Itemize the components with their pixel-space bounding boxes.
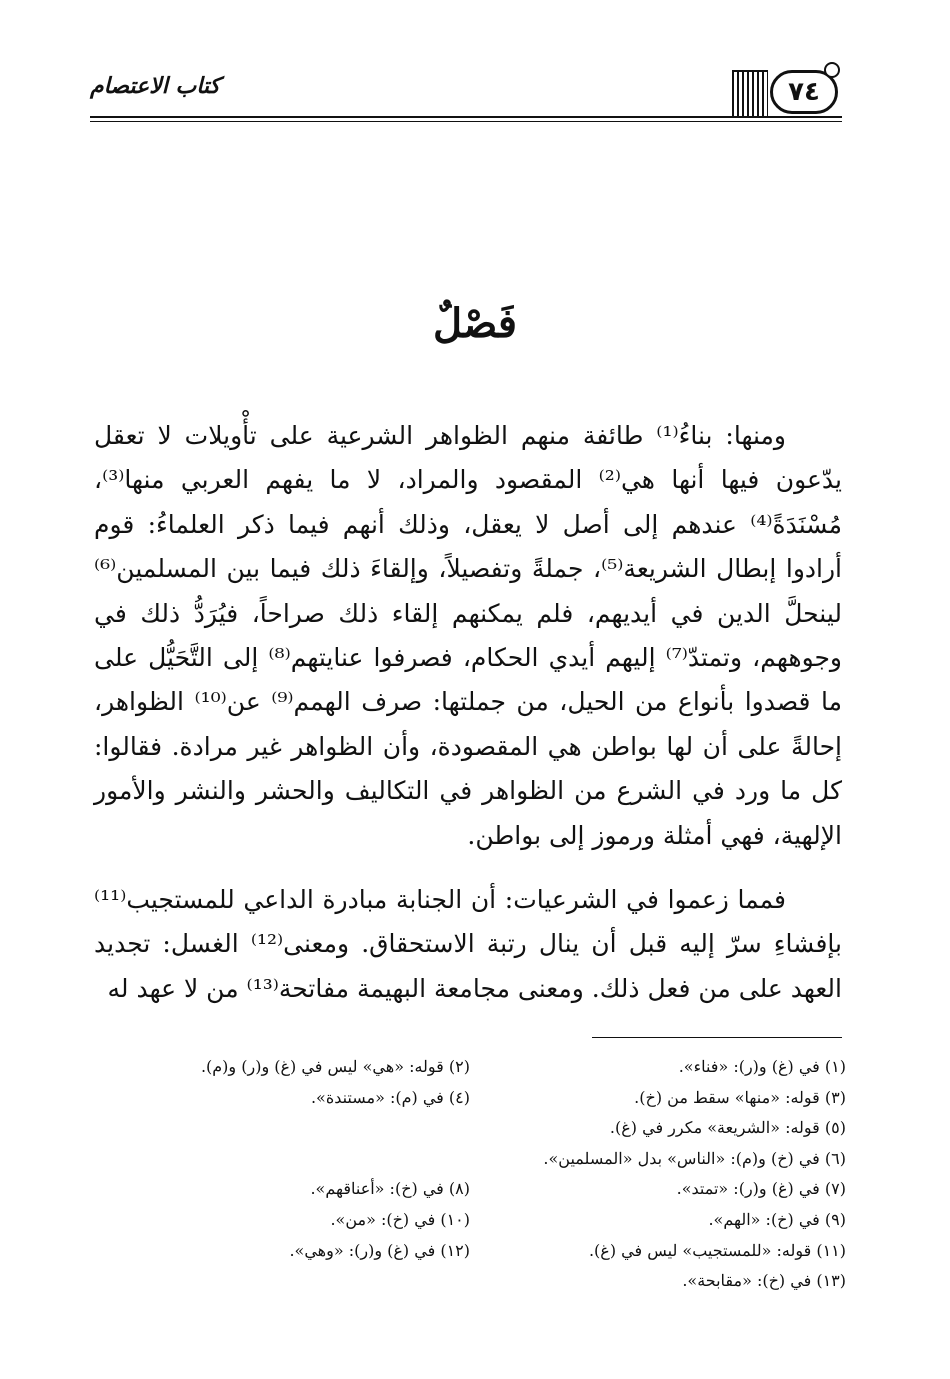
footnote-5: (٥) قوله: «الشريعة» مكرر في (غ). xyxy=(609,1118,846,1138)
paragraph-2: فمما زعموا في الشرعيات: أن الجنابة مبادرة الداعي للمستجيب⁽¹¹⁾ بإفشاءِ سرّ إليه قبل أن ينال رتبة الاستحقاق. ومعنى⁽¹²⁾ الغسل: تجديد العهد على من فعل ذلك. ومعنى مجامعة البهيمة مفاتحة⁽¹³⁾ من لا عهد له xyxy=(94,885,842,1003)
header-ornament-bars xyxy=(732,70,768,118)
header-ornament-ring xyxy=(824,62,840,78)
header-rule-thin xyxy=(90,121,842,122)
footnote-row xyxy=(94,1083,846,1114)
footnote-12: (١٢) في (غ) و(ر): «وهي». xyxy=(289,1240,470,1260)
footnote-row xyxy=(94,1144,846,1175)
footnote-11: (١١) قوله: «للمستجيب» ليس في (غ). xyxy=(588,1240,846,1260)
footnote-row xyxy=(94,1266,846,1297)
page-number: ٧٤ xyxy=(788,77,820,107)
footnote-13: (١٣) في (خ): «مقابحة». xyxy=(682,1271,846,1291)
footnote-row xyxy=(94,1113,846,1144)
footnote-row xyxy=(94,1052,846,1083)
footnote-10: (١٠) في (خ): «من». xyxy=(330,1209,470,1229)
footnote-2: (٢) قوله: «هي» ليس في (غ) و(ر) و(م). xyxy=(200,1057,470,1076)
footnote-7: (٧) في (غ) و(ر): «تمتد». xyxy=(676,1179,846,1199)
footnote-6: (٦) في (خ) و(م): «الناس» بدل «المسلمين». xyxy=(543,1148,846,1168)
footnote-9: (٩) في (خ): «الهم». xyxy=(708,1209,846,1229)
header-rule xyxy=(90,116,842,118)
page-header xyxy=(90,62,842,122)
main-text xyxy=(94,414,842,1011)
book-title: كتاب الاعتصام xyxy=(90,74,221,99)
footnote-separator xyxy=(592,1037,842,1038)
paragraph-1: ومنها: بناءُ⁽¹⁾ طائفة منهم الظواهر الشرعية على تأْويلات لا تعقل يدّعون فيها أنها هي⁽²⁾ المقصود والمراد، لا ما يفهم العربي منها⁽³⁾، مُسْنَدَةً⁽⁴⁾ عندهم إلى أصل لا يعقل، وذلك أنهم فيما ذكر العلماءُ: قوم أرادوا إبطال الشريعة⁽⁵⁾، جملةً وتفصيلاً، وإلقاءَ ذلك فيما بين المسلمين⁽⁶⁾ لينحلَّ الدين في أيديهم، فلم يمكنهم إلقاء ذلك صراحاً، فيُرَدُّ ذلك في وجوههم، وتمتدّ⁽⁷⁾ إليهم أيدي الحكام، فصرفوا عنايتهم⁽⁸⁾ إلى التَّحَيُّل على ما قصدوا بأنواع من الحيل، من جملتها: صرف الهمم⁽⁹⁾ عن⁽¹⁰⁾ الظواهر، إحالةً على أن لها بواطن هي المقصودة، وأن الظواهر غير مرادة. فقالوا: كل ما ورد في الشرع من الظواهر في التكاليف والحشر والنشر والأمور الإلهية، فهي أمثلة ورموز إلى بواطن. xyxy=(94,421,843,850)
footnote-empty xyxy=(94,1113,470,1144)
footnote-1: (١) في (غ) و(ر): «فناء». xyxy=(678,1057,846,1076)
footnote-4: (٤) في (م): «مستندة». xyxy=(310,1087,470,1107)
footnotes xyxy=(94,1052,846,1297)
footnote-row xyxy=(94,1174,846,1205)
footnote-3: (٣) قوله: «منها» سقط من (خ). xyxy=(634,1087,846,1107)
section-heading: فَصْلٌ xyxy=(432,300,518,347)
footnote-row xyxy=(94,1205,846,1236)
footnote-empty xyxy=(94,1266,470,1297)
footnote-row xyxy=(94,1236,846,1267)
footnote-8: (٨) في (خ): «أعناقهم». xyxy=(310,1179,470,1199)
